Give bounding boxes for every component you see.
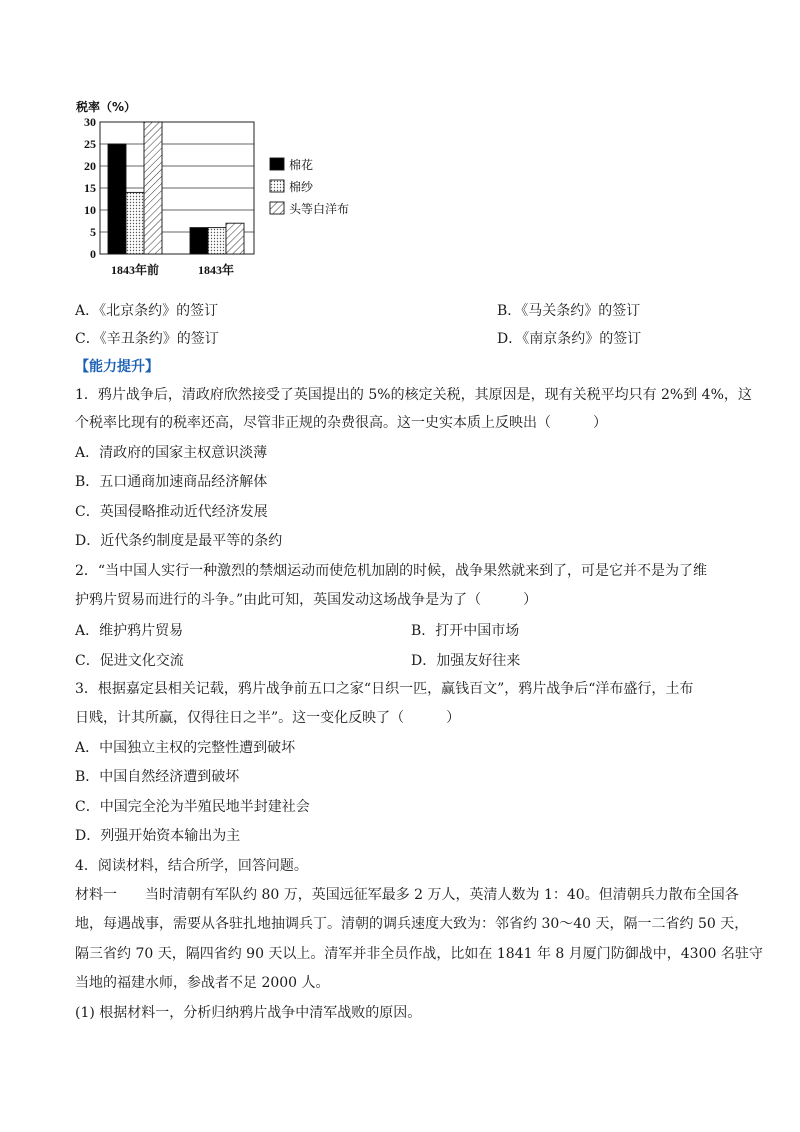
y-tick-label: 5 [90,225,96,239]
q4-material-line4: 当地的福建水师，参战者不足 2000 人。 [75,975,330,991]
q2-option-b[interactable]: B．打开中国市场 [411,623,520,639]
y-tick-label: 10 [84,203,96,217]
y-tick-labels [84,115,96,261]
q1-stem-line1: 1．鸦片战争后，清政府欣然接受了英国提出的 5%的核定关税，其原因是，现有关税平均只有 2%到 4%，这 [75,387,752,403]
legend-swatch [270,180,284,192]
q3-option-d[interactable]: D．列强开始资本输出为主 [75,828,241,844]
option-a-q0[interactable]: A．《北京条约》的签订 [75,303,219,319]
legend-label: 头等白洋布 [289,202,350,216]
option-d-q0[interactable]: D．《南京条约》的签订 [497,331,642,347]
bar-棉纱-1843年 [208,228,226,254]
q4-stem: 4．阅读材料，结合所学，回答问题。 [75,858,308,874]
bar-头等白洋布-1843年前 [144,122,162,254]
bar-头等白洋布-1843年 [226,223,244,254]
option-c-q0[interactable]: C．《辛丑条约》的签订 [75,331,219,347]
q1-option-a[interactable]: A．清政府的国家主权意识淡薄 [75,445,268,461]
bar-棉花-1843年前 [108,144,126,254]
y-tick-label: 25 [84,137,96,151]
q2-option-a[interactable]: A．维护鸦片贸易 [75,623,184,639]
q3-stem-line1: 3．根据嘉定县相关记载，鸦片战争前五口之家“日织一匹，赢钱百文”，鸦片战争后“洋布盛行，土布 [75,681,694,697]
y-tick-label: 20 [84,159,96,173]
q4-material-line1: 材料一 当时清朝有军队约 80 万，英国远征军最多 2 万人，英清人数为 1：40。但清朝兵力散布全国各 [75,887,739,903]
q1-option-b[interactable]: B．五口通商加速商品经济解体 [75,474,268,490]
q3-option-b[interactable]: B．中国自然经济遭到破坏 [75,769,240,785]
q2-option-c[interactable]: C．促进文化交流 [75,653,184,669]
q2-stem-line1: 2．“当中国人实行一种激烈的禁烟运动而使危机加剧的时候，战争果然就来到了，可是它并不是为了维 [75,563,708,579]
y-axis-title: 税率（%） [76,100,137,114]
q3-option-c[interactable]: C．中国完全沦为半殖民地半封建社会 [75,799,310,815]
legend-swatch [270,202,284,214]
category-labels [111,262,234,277]
q3-option-a[interactable]: A．中国独立主权的完整性遭到破坏 [75,740,296,756]
y-tick-label: 30 [84,115,96,129]
category-label: 1843年前 [110,263,160,277]
section-heading: 【能力提升】 [75,359,159,375]
y-tick-label: 0 [90,247,96,261]
tariff-bar-chart [72,96,372,286]
q1-option-d[interactable]: D．近代条约制度是最平等的条约 [75,533,283,549]
q4-sub-question-1: (1) 根据材料一，分析归纳鸦片战争中清军战败的原因。 [75,1005,422,1021]
q4-material-line2: 地，每遇战事，需要从各驻扎地抽调兵丁。清朝的调兵速度大致为：邻省约 30〜40 天，隔一二省约 50 天， [75,916,749,932]
option-b-q0[interactable]: B．《马关条约》的签订 [497,303,641,319]
q2-stem-line2: 护鸦片贸易而进行的斗争。”由此可知，英国发动这场战争是为了（ ） [75,592,538,608]
chart-legend [270,157,349,216]
legend-label: 棉花 [289,158,314,172]
bar-棉纱-1843年前 [126,192,144,254]
legend-label: 棉纱 [289,180,314,194]
category-label: 1843年 [197,263,235,277]
q2-option-d[interactable]: D．加强友好往来 [411,653,521,669]
legend-swatch [270,158,284,170]
bar-棉花-1843年 [190,228,208,254]
y-tick-label: 15 [84,181,96,195]
q3-stem-line2: 日贱，计其所赢，仅得往日之半”。这一变化反映了（ ） [75,710,461,726]
q1-option-c[interactable]: C．英国侵略推动近代经济发展 [75,504,268,520]
q1-stem-line2: 个税率比现有的税率还高，尽管非正规的杂费很高。这一史实本质上反映出（ ） [75,415,607,431]
q4-material-line3: 隔三省约 70 天，隔四省约 90 天以上。清军并非全员作战，比如在 1841 年 8 月厦门防御战中，4300 名驻守 [75,946,763,962]
